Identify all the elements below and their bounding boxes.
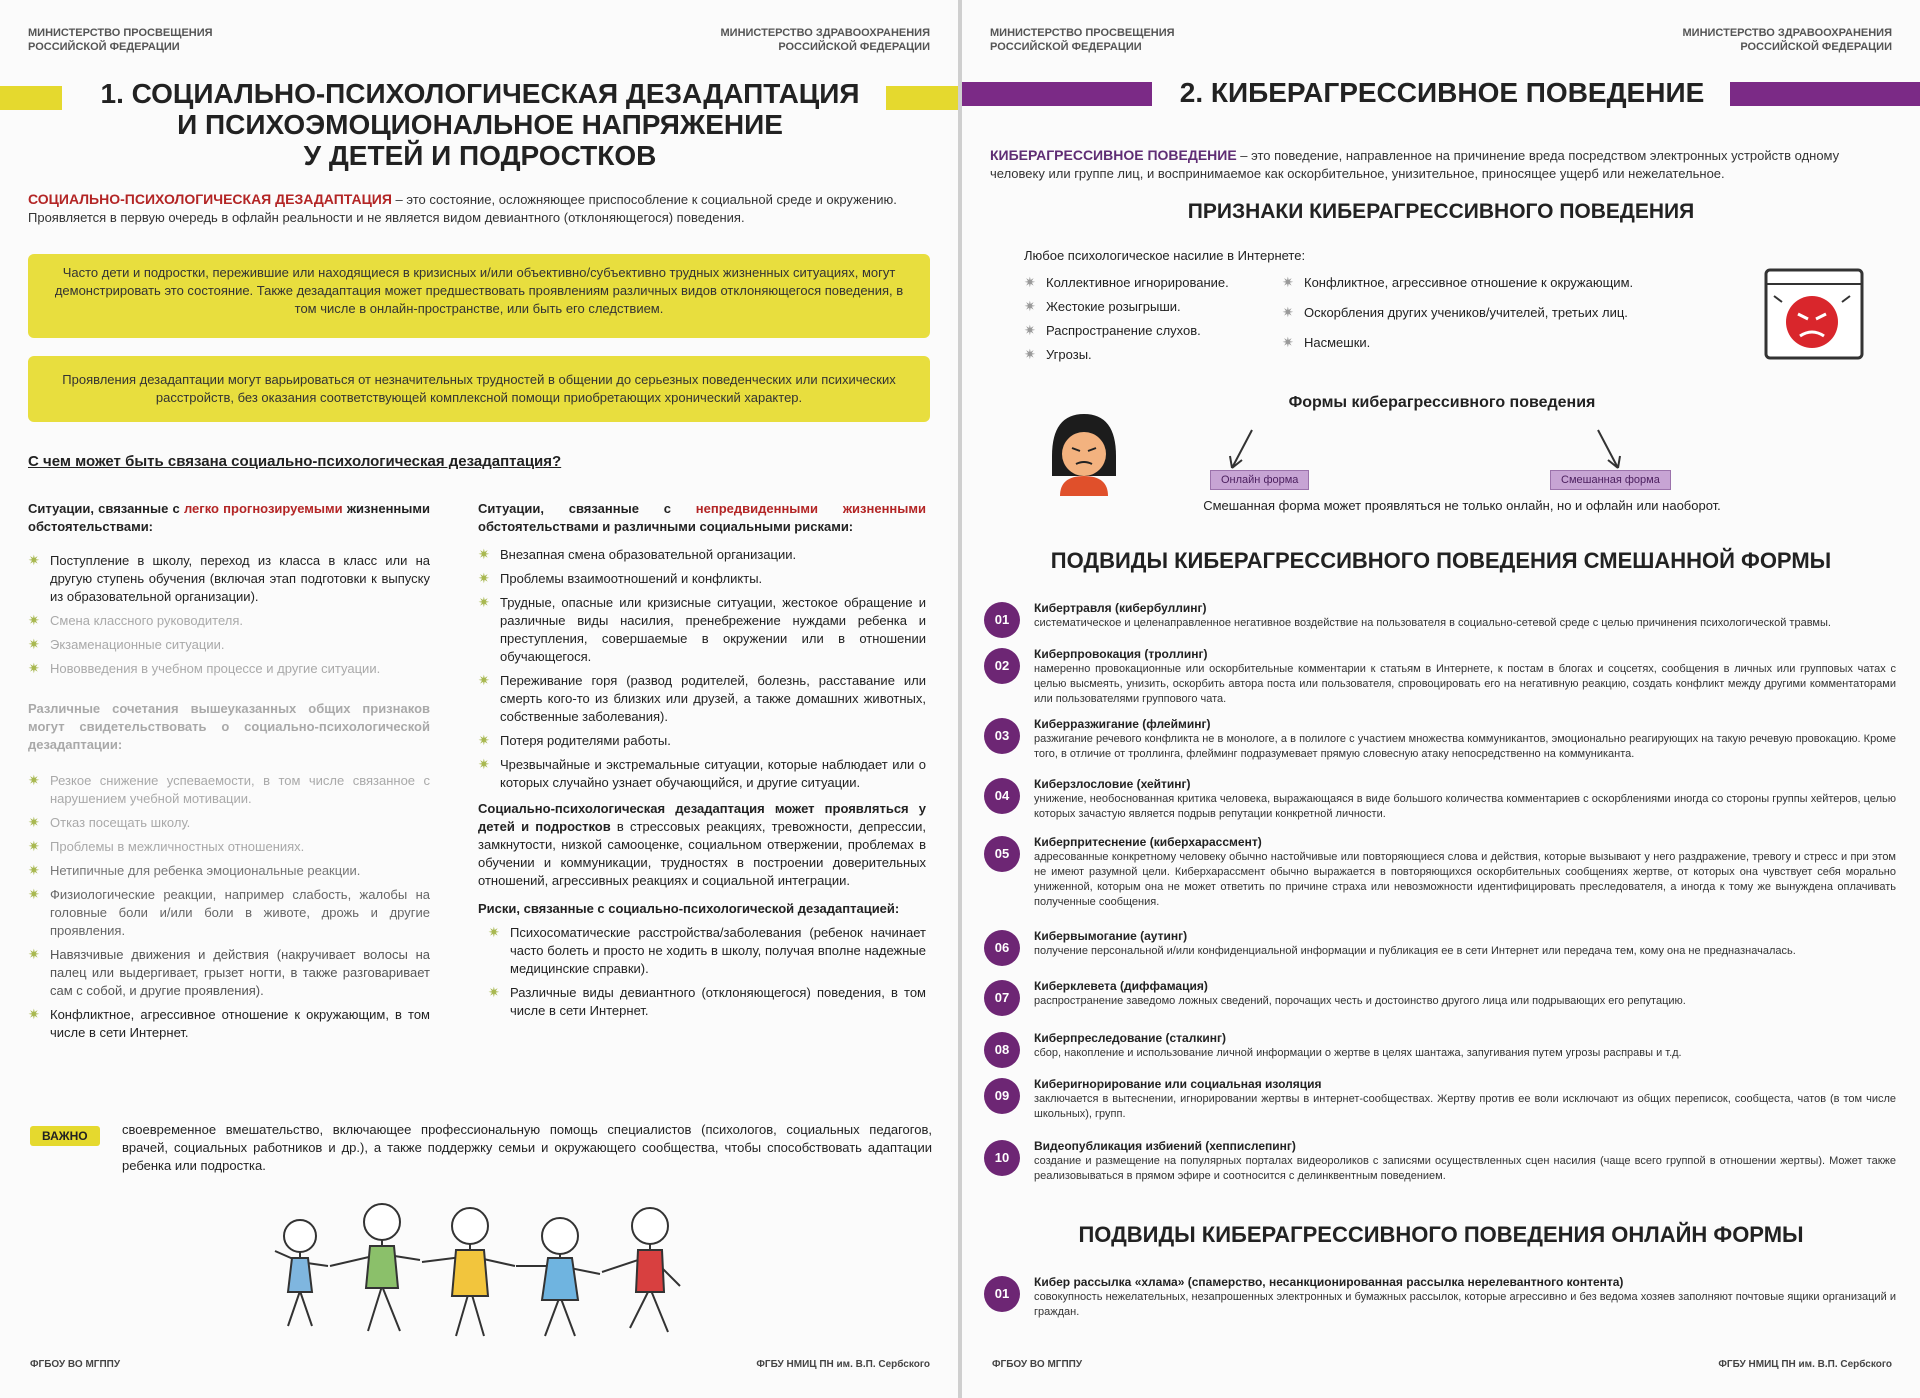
child-figure xyxy=(422,1208,515,1336)
ministry-health-label: МИНИСТЕРСТВО ЗДРАВООХРАНЕНИЯ РОССИЙСКОЙ ФЕДЕРАЦИИ xyxy=(1682,27,1892,53)
list-item: ✷ Физиологические реакции, например слабость, жалобы на головные боли и/или боли в животе, дрожь и другие проявления. xyxy=(28,886,430,938)
ministry-health-label: МИНИСТЕРСТВО ЗДРАВООХРАНЕНИЯ РОССИЙСКОЙ ФЕДЕРАЦИИ xyxy=(720,27,930,53)
subtype-item: 04 Киберзлословие (хейтинг) унижение, необоснованная критика человека, выражающаяся в виде большого количества комментариев с оскорблениями иногда со стороны группы хейтеров, целью которых зачастую является подрыв репутации конкретной личности. xyxy=(984,776,1896,834)
unforeseen-list xyxy=(478,546,926,792)
list-item: ✷ Проблемы в межличностных отношениях. xyxy=(28,838,305,854)
subtype-item: 09 Кибериrнорирование или социальная изоляция заключается в вытеснении, игнорировании жертвы в интернет-сообществах. Жертву против ее воли исключают из общих переписок, сообщеста, чатов (в том числе школьных), групп. xyxy=(984,1076,1896,1138)
list-item: ✷ Коллективное игнорирование. xyxy=(1024,274,1229,290)
definition-term: СОЦИАЛЬНО-ПСИХОЛОГИЧЕСКАЯ ДЕЗАДАПТАЦИЯ xyxy=(28,191,392,207)
online-heading: ПОДВИДЫ КИБЕРАГРЕССИВНОГО ПОВЕДЕНИЯ ОНЛАЙН ФОРМЫ xyxy=(1078,1222,1804,1247)
child-figure xyxy=(516,1218,600,1336)
definition-text: – это состояние, осложняющее приспособление к социальной среде и окружению. Проявляется в первую очередь в офлайн реальности и не является видом девиантного (отклоняющегося) поведения. xyxy=(28,192,897,225)
list-item: ✷ Распространение слухов. xyxy=(1024,322,1201,338)
page-right xyxy=(962,0,1920,1398)
star-icon: ✷ xyxy=(478,570,490,586)
star-icon: ✷ xyxy=(28,1006,40,1022)
star-icon: ✷ xyxy=(1282,274,1294,290)
star-icon: ✷ xyxy=(28,772,40,788)
list-item: ✷ Переживание горя (развод родителей, болезнь, расставание или смерть кого-то из близких или друзей, а также домашних животных, собственные заболевания). xyxy=(478,672,926,724)
info-box-2: Проявления дезадаптации могут варьироваться от незначительных трудностей в общении до серьезных поведенческих или психических расстройств, без оказания соответствующей комплексной помощи приобретающих хронический характер. xyxy=(28,356,930,422)
risks-title: Риски, связанные с социально-психологической дезадаптацией: xyxy=(478,901,900,916)
list-item: ✷ Психосоматические расстройства/заболевания (ребенок начинает часто болеть и просто не ходить в школу, получая вполне надежные медицинские справки). xyxy=(488,924,926,976)
number-badge: 07 xyxy=(984,980,1020,1016)
list-item: ✷ Внезапная смена образовательной организации. xyxy=(478,546,797,562)
list-item: ✷ Экзаменационные ситуации. xyxy=(28,636,225,652)
mixed-heading: ПОДВИДЫ КИБЕРАГРЕССИВНОГО ПОВЕДЕНИЯ СМЕШАННОЙ ФОРМЫ xyxy=(1050,548,1832,573)
star-icon: ✷ xyxy=(28,636,40,652)
subtype-item: 07 Киберклевета (диффамация) распространение заведомо ложных сведений, порочащих честь и достоинство другого лица или подрывающих его репутацию. xyxy=(984,978,1896,1030)
star-icon: ✷ xyxy=(1282,334,1294,350)
signs-title: Различные сочетания вышеуказанных общих признаков могут свидетельствовать о социально-психологической дезадаптации: xyxy=(28,701,430,752)
subtype-item: 01 Кибертравля (кибербуллинг) систематическое и целенаправленное негативное воздействие на пользователя в социально-сетевой среде с целью причинения психологической травмы. xyxy=(984,600,1896,646)
title-bar-right xyxy=(1730,82,1920,106)
footer-right: ФГБУ НМИЦ ПН им. В.П. Сербского xyxy=(756,1359,930,1370)
predictable-list xyxy=(28,552,430,678)
definition-text: – это поведение, направленное на причинение вреда посредством электронных устройств одному человеку или группе лиц, и воспринимаемое как оскорбительное, унизительное, приносящее ущерб или нежелательное. xyxy=(990,148,1840,181)
star-icon: ✷ xyxy=(478,672,490,688)
star-icon: ✷ xyxy=(28,814,40,830)
ministry-education-label: МИНИСТЕРСТВО ПРОСВЕЩЕНИЯ РОССИЙСКОЙ ФЕДЕРАЦИИ xyxy=(28,27,213,53)
list-item: ✷ Нововведения в учебном процессе и другие ситуации. xyxy=(28,660,381,676)
list-item: ✷ Смена классного руководителя. xyxy=(28,612,243,628)
list-item: ✷ Навязчивые движения и действия (накручивает волосы на палец или выдергивает, грызет ногти, в также разговаривает сам с собой, и другие проявления). xyxy=(28,946,430,998)
title-bar-right xyxy=(886,86,958,110)
forms-note: Смешанная форма может проявляться не только онлайн, но и офлайн или наоборот. xyxy=(1203,498,1721,513)
list-item: ✷ Насмешки. xyxy=(1282,334,1371,350)
right-column xyxy=(478,500,926,1026)
star-icon: ✷ xyxy=(28,946,40,962)
number-badge: 02 xyxy=(984,648,1020,684)
important-badge: ВАЖНО xyxy=(30,1126,100,1146)
child-figure xyxy=(275,1220,328,1326)
number-badge: 10 xyxy=(984,1140,1020,1176)
star-icon: ✷ xyxy=(28,552,40,568)
subtype-item: 03 Киберразжигание (флейминг) разжигание речевого конфликта не в монологе, а в полилоге с участием множества коммуникантов, эмоционально реагирующих на такую речевую провокацию. Кроме того, в отличие от троллинга, флейминг подразумевает прямую словесную атаку непосредственно на коммуниканта. xyxy=(984,716,1896,776)
star-icon: ✷ xyxy=(478,756,490,772)
page-title: 2. КИБЕРАГРЕССИВНОЕ ПОВЕДЕНИЕ xyxy=(1179,77,1705,108)
list-item: ✷ Потеря родителями работы. xyxy=(478,732,671,748)
important-text: своевременное вмешательство, включающее профессиональную помощь специалистов (психологов, социальных педагогов, врачей, социальных работников и др.), а также поддержку семьи и окружающего сообщества, чтобы способствовать адаптации ребенка или подростка. xyxy=(122,1122,932,1173)
star-icon: ✷ xyxy=(28,660,40,676)
risks-list xyxy=(478,924,926,1020)
ministry-education-label: МИНИСТЕРСТВО ПРОСВЕЩЕНИЯ РОССИЙСКОЙ ФЕДЕРАЦИИ xyxy=(990,27,1175,53)
list-item: ✷ Различные виды девиантного (отклоняющегося) поведения, в том числе в сети Интернет. xyxy=(488,984,926,1018)
star-icon: ✷ xyxy=(1024,274,1036,290)
arrow-icon xyxy=(1222,428,1262,472)
mixed-subtypes-list xyxy=(984,600,1896,1198)
subtype-item: 01 Кибер рассылка «хлама» (спамерство, несанкционированная рассылка нерелевантного контента) совокупность нежелательных, незапрошенных электронных и бумажных рассылок, которые агрессивно и без ведома хозяев заполняют почтовые ящики организаций и граждан. xyxy=(984,1274,1896,1324)
list-item: ✷ Резкое снижение успеваемости, в том числе связанное с нарушением учебной мотивации. xyxy=(28,772,430,806)
child-figure xyxy=(330,1204,420,1331)
subtype-item: 10 Видеопубликация избиений (хеппислепинг) создание и размещение на популярных порталах видеороликов с записями осуществленных сцен насилия (чаще всего группой в отношении жертвы). Может также реализовываться в прямом эфире и соотносится с делинквентным поведением. xyxy=(984,1138,1896,1198)
definition xyxy=(990,146,1892,183)
number-badge: 04 xyxy=(984,778,1020,814)
subtype-item: 06 Кибервымогание (аутинг) получение персональной и/или конфиденциальной информации и публикация ее в сети Интернет или передача тем, кому она не предназначалась. xyxy=(984,928,1896,978)
star-icon: ✷ xyxy=(1024,298,1036,314)
star-icon: ✷ xyxy=(28,862,40,878)
signs-lead: Любое психологическое насилие в Интернете: xyxy=(1024,248,1306,263)
number-badge: 03 xyxy=(984,718,1020,754)
list-item: ✷ Угрозы. xyxy=(1024,346,1092,362)
star-icon: ✷ xyxy=(28,612,40,628)
arrow-icon xyxy=(1592,428,1632,472)
manifestation-paragraph: Социально-психологическая дезадаптация может проявляться у детей и подростков в стрессовых реакциях, тревожности, депрессии, замкнутости, низкой самооценке, социальном отвержении, проблемах в обучении и коммуникации, трудностях в построении доверительных отношений, агрессивных реакциях и социальной интеграции. xyxy=(478,801,926,888)
angry-girl-icon xyxy=(1042,406,1126,496)
left-column-title: Ситуации, связанные с легко прогнозируемыми жизненными обстоятельствами: xyxy=(28,501,430,534)
star-icon: ✷ xyxy=(1024,322,1036,338)
online-subtypes-list xyxy=(984,1274,1896,1324)
footer-right: ФГБУ НМИЦ ПН им. В.П. Сербского xyxy=(1718,1359,1892,1370)
section-question: С чем может быть связана социально-психологическая дезадаптация? xyxy=(28,453,562,470)
list-item: ✷ Нетипичные для ребенка эмоциональные реакции. xyxy=(28,862,361,878)
number-badge: 01 xyxy=(984,602,1020,638)
subtype-item: 08 Киберпреследование (сталкинг) сбор, накопление и использование личной информации о жертве в целях шантажа, запугивания путем угрозы расправы и т.д. xyxy=(984,1030,1896,1076)
page-left xyxy=(0,0,958,1398)
child-figure xyxy=(602,1208,680,1332)
number-badge: 05 xyxy=(984,836,1020,872)
list-item: ✷ Отказ посещать школу. xyxy=(28,814,191,830)
number-badge: 06 xyxy=(984,930,1020,966)
signs-list xyxy=(28,772,430,1042)
signs-list-right xyxy=(1282,268,1702,358)
list-item: ✷ Чрезвычайные и экстремальные ситуации, которые наблюдает или о которых случайно узнает обучающийся, и другие ситуации. xyxy=(478,756,926,790)
right-column-title: Ситуации, связанные с непредвиденными жизненными обстоятельствами и различными социальными рисками: xyxy=(478,501,926,534)
subtype-item: 05 Киберпритеснение (киберхарассмент) адресованные конкретному человеку обычно настойчивые или повторяющиеся слова и действия, которые вызывают у него раздражение, тревогу и стресс и при этом не имеют разумной цели. Киберхарассмент обычно выражается в повторяющихся оскорбительных сообщениях жертве, от которых она чувствует себя морально униженной, которым она не может ответить по причине страха или невозможности идентифицировать преследователя, а иногда к тому же вынуждена оплачивать полученные сообщения. xyxy=(984,834,1896,928)
list-item: ✷ Жестокие розыгрыши. xyxy=(1024,298,1181,314)
star-icon: ✷ xyxy=(488,924,500,940)
star-icon: ✷ xyxy=(1282,304,1294,320)
signs-heading: ПРИЗНАКИ КИБЕРАГРЕССИВНОГО ПОВЕДЕНИЯ xyxy=(1187,200,1695,223)
definition xyxy=(28,190,930,227)
footer-left: ФГБОУ ВО МГППУ xyxy=(992,1359,1083,1370)
number-badge: 09 xyxy=(984,1078,1020,1114)
forms-heading: Формы киберагрессивного поведения xyxy=(1288,394,1596,411)
number-badge: 08 xyxy=(984,1032,1020,1068)
star-icon: ✷ xyxy=(478,732,490,748)
list-item: ✷ Проблемы взаимоотношений и конфликты. xyxy=(478,570,763,586)
footer-left: ФГБОУ ВО МГППУ xyxy=(30,1359,121,1370)
star-icon: ✷ xyxy=(478,594,490,610)
list-item: ✷ Конфликтное, агрессивное отношение к окружающим, в том числе в сети Интернет. xyxy=(28,1006,430,1040)
left-column xyxy=(28,500,430,1048)
title-bar-left xyxy=(0,86,62,110)
number-badge: 01 xyxy=(984,1276,1020,1312)
star-icon: ✷ xyxy=(28,838,40,854)
title-bar-left xyxy=(962,82,1152,106)
subtype-item: 02 Киберпровокация (троллинг) намеренно провокационные или оскорбительные комментарии к статьям в Интернете, к постам в блогах и соцсетях, сообщения в личных или групповых чатах с целью высмеять, унизить, оскорбить автора поста или пользователя, спровоцировать его на негативную реакцию, создать конфликт между другими комментаторами или пользователями группового чата. xyxy=(984,646,1896,716)
definition-term: КИБЕРАГРЕССИВНОЕ ПОВЕДЕНИЕ xyxy=(990,147,1237,163)
angry-computer-icon xyxy=(1762,266,1866,362)
list-item: ✷ Поступление в школу, переход из класса в класс или на другую ступень обучения (включая этап подготовки к выпуску из образовательной организации). xyxy=(28,552,430,604)
info-box-1: Часто дети и подростки, пережившие или находящиеся в кризисных и/или объективно/субъективно трудных жизненных ситуациях, могут демонстрировать это состояние. Также дезадаптация может предшествовать проявлениям различных видов отклоняющегося поведения, в том числе в онлайн-пространстве, или быть его следствием. xyxy=(28,254,930,338)
star-icon: ✷ xyxy=(478,546,490,562)
list-item: ✷ Конфликтное, агрессивное отношение к окружающим. xyxy=(1282,274,1634,290)
star-icon: ✷ xyxy=(1024,346,1036,362)
star-icon: ✷ xyxy=(488,984,500,1000)
page-title: 1. СОЦИАЛЬНО-ПСИХОЛОГИЧЕСКАЯ ДЕЗАДАПТАЦИЯ И ПСИХОЭМОЦИОНАЛЬНОЕ НАПРЯЖЕНИЕ У ДЕТЕЙ И ПОДРОСТКОВ xyxy=(100,78,860,171)
children-illustration xyxy=(270,1196,700,1346)
form-mixed-tag: Смешанная форма xyxy=(1550,470,1671,490)
list-item: ✷ Оскорбления других учеников/учителей, третьих лиц. xyxy=(1282,304,1628,320)
form-online-tag: Онлайн форма xyxy=(1210,470,1309,490)
signs-list-left xyxy=(1024,268,1264,370)
star-icon: ✷ xyxy=(28,886,40,902)
list-item: ✷ Трудные, опасные или кризисные ситуации, жестокое обращение и различные виды насилия, пренебрежение нуждами ребенка и преступления, совершаемые в окружении или в отношении обучающегося. xyxy=(478,594,926,664)
